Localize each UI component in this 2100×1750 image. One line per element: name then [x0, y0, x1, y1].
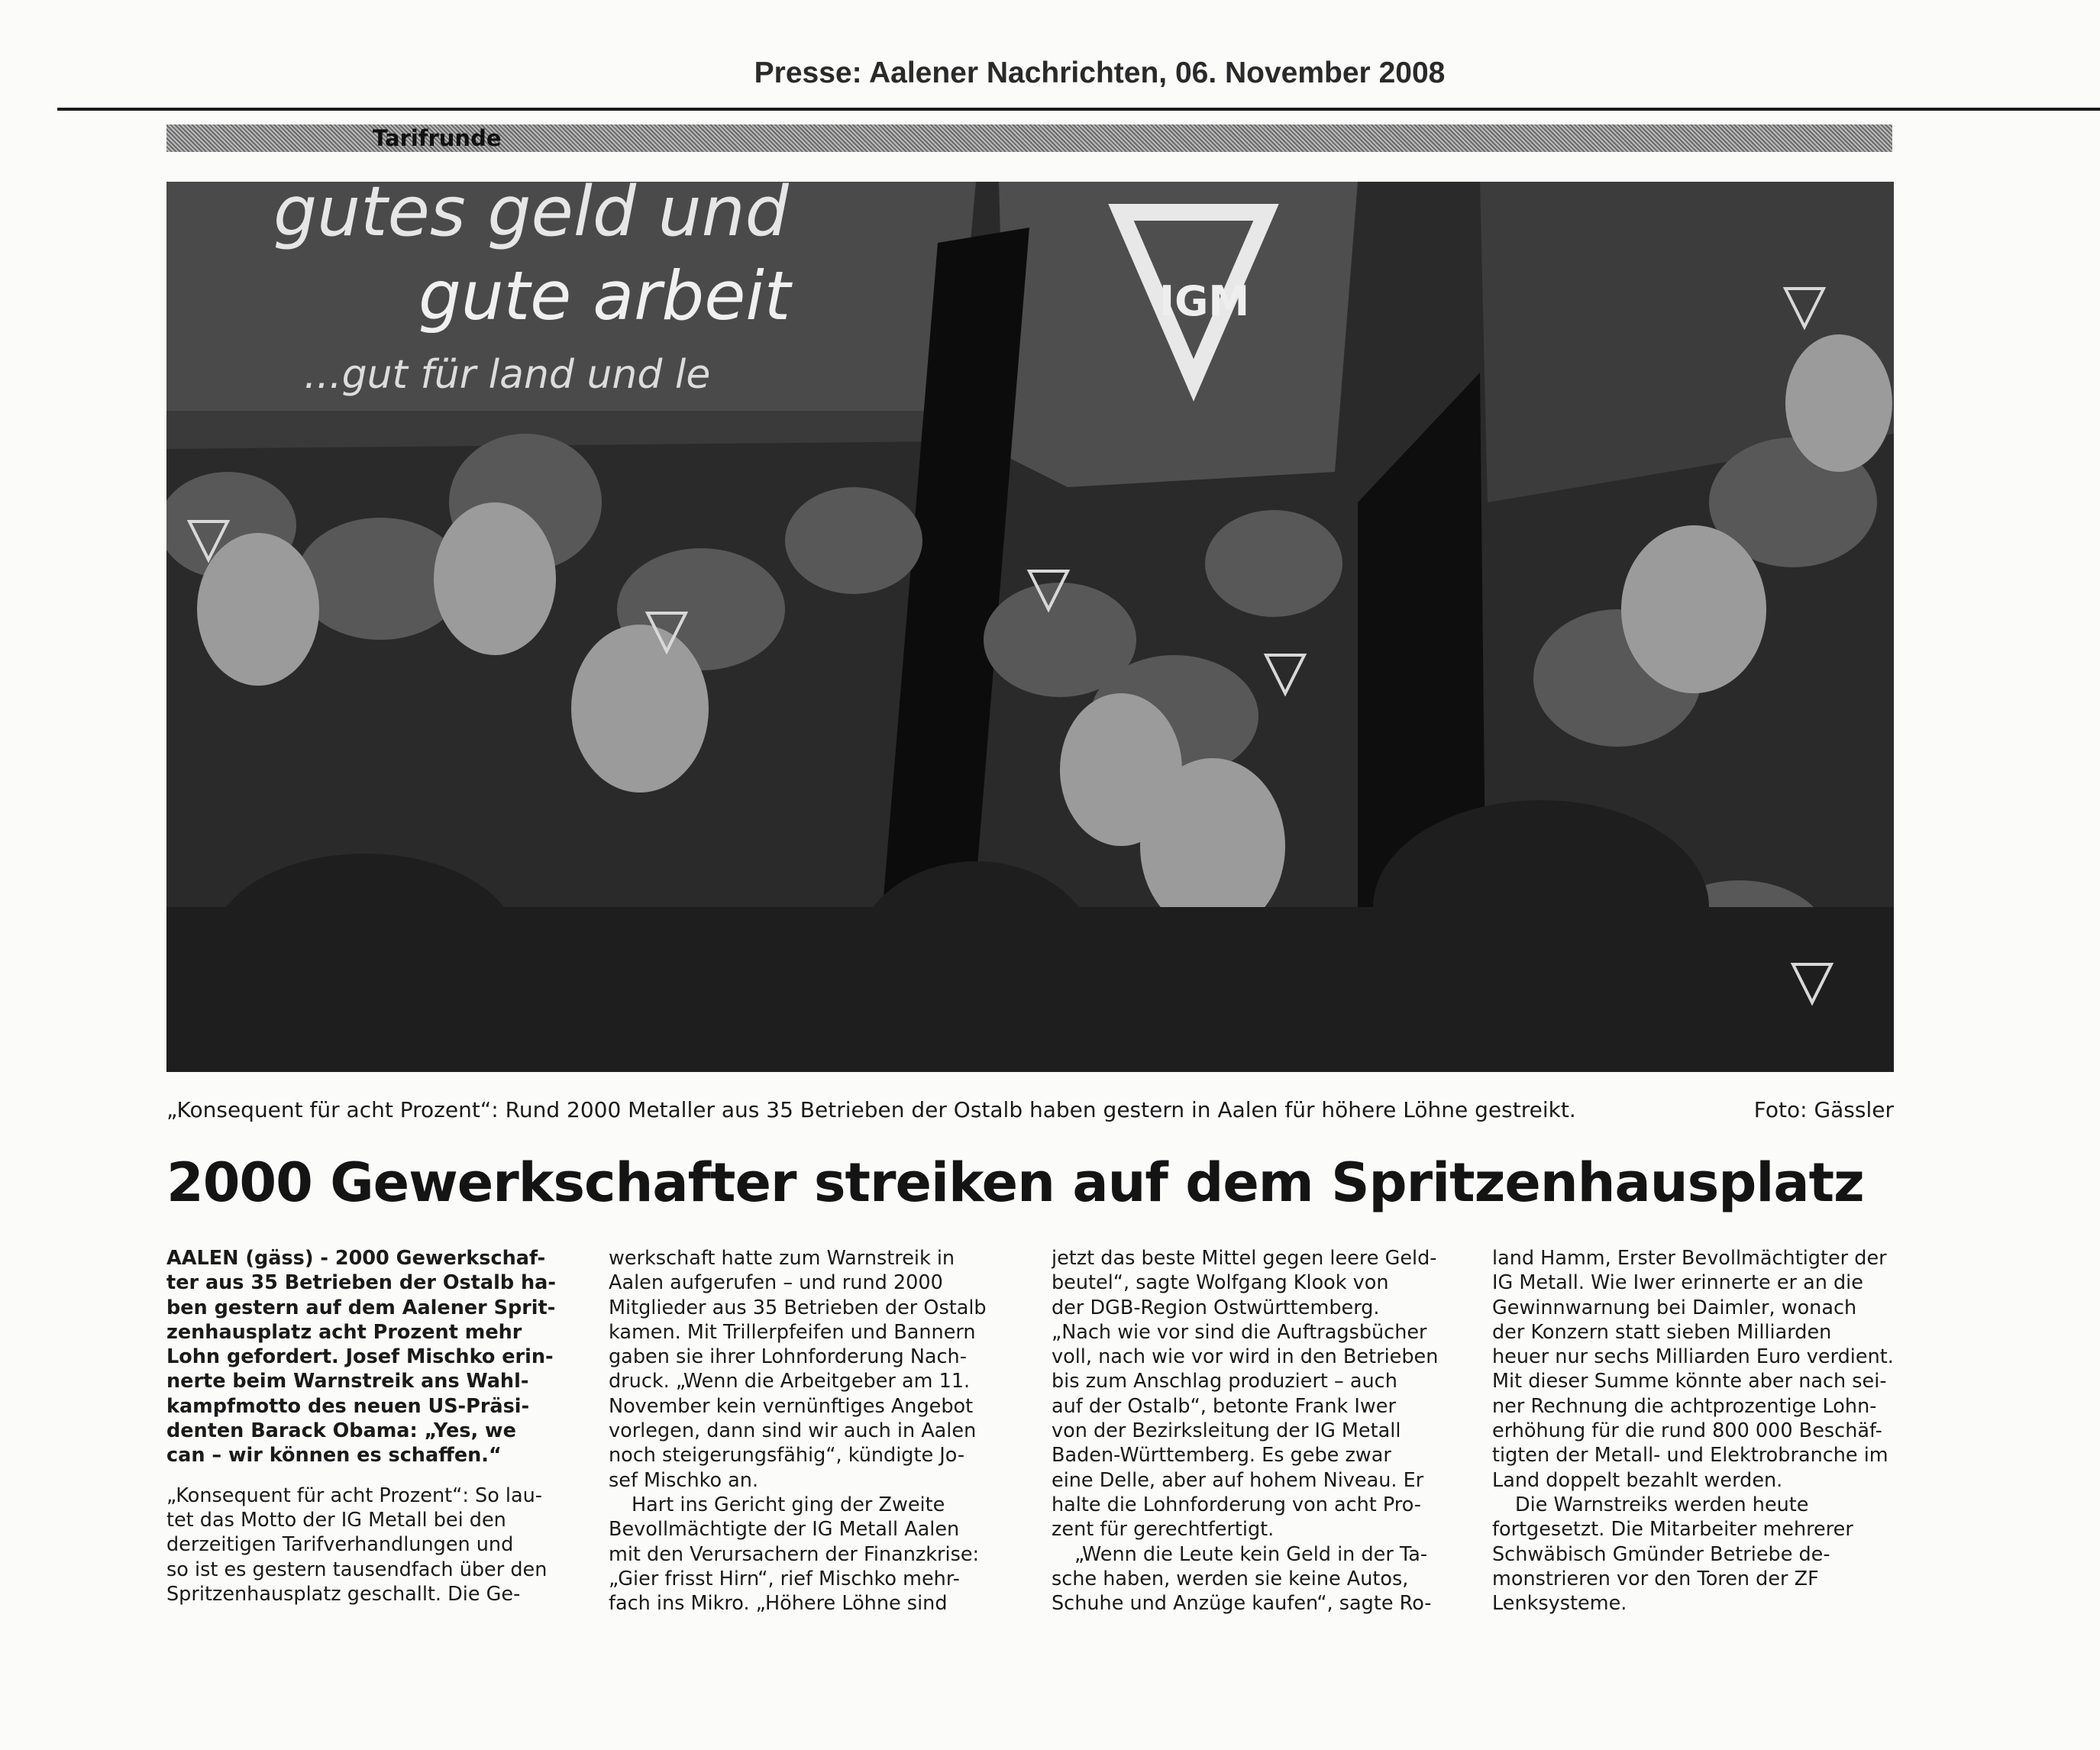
article-column-1: [166, 1246, 577, 1606]
body-line: „Konsequent für acht Prozent“: So lau-: [166, 1484, 542, 1507]
lead-line: Lohn gefordert. Josef Mischko erin-: [166, 1345, 554, 1369]
body-line: Land doppelt bezahlt werden.: [1492, 1468, 1783, 1492]
banner-text-line2: gute arbeit: [418, 257, 791, 335]
section-bar: [166, 124, 1892, 152]
article-headline: 2000 Gewerkschafter streiken auf dem Spritzenhausplatz: [166, 1151, 1864, 1214]
body-line: derzeitigen Tarifverhandlungen und: [166, 1533, 514, 1557]
body-line: kamen. Mit Trillerpfeifen und Bannern: [609, 1320, 976, 1344]
body-paragraph-cont: [609, 1517, 1019, 1616]
body-line: Mit dieser Summe könnte aber nach sei-: [1492, 1370, 1887, 1393]
photo-caption: [166, 1097, 1894, 1128]
body-line: Lenksysteme.: [1492, 1592, 1627, 1616]
body-line: der DGB-Region Ostwürttemberg.: [1052, 1296, 1380, 1319]
lead-line: AALEN (gäss) - 2000 Gewerkschaf-: [166, 1247, 546, 1270]
body-line: Gewinnwarnung bei Daimler, wonach: [1492, 1296, 1857, 1319]
body-line: fortgesetzt. Die Mitarbeiter mehrerer: [1492, 1518, 1853, 1542]
article-column-2: [609, 1246, 1019, 1616]
body-line: noch steigerungsfähig“, kündigte Jo-: [609, 1444, 965, 1467]
body-line: Hart ins Gericht ging der Zweite: [632, 1493, 945, 1516]
news-photo: [166, 182, 1894, 1072]
body-line: voll, nach wie vor wird in den Betrieben: [1052, 1345, 1439, 1369]
body-line: Schwäbisch Gmünder Betriebe de-: [1492, 1542, 1830, 1566]
lead-line: ben gestern auf dem Aalener Sprit-: [166, 1296, 556, 1319]
body-line: „Wenn die Leute kein Geld in der Ta-: [1074, 1542, 1428, 1566]
body-paragraph: [166, 1484, 577, 1606]
body-line: Aalen aufgerufen – und rund 2000: [609, 1271, 943, 1295]
body-line: erhöhung für die rund 800 000 Beschäf-: [1492, 1419, 1882, 1443]
body-paragraph: [609, 1493, 1019, 1517]
photo-credit: Foto: Gässler: [1753, 1097, 1894, 1122]
body-paragraph: [1492, 1493, 1903, 1517]
lead-line: kampfmotto des neuen US-Präsi-: [166, 1394, 530, 1418]
body-paragraph-cont: [1052, 1567, 1462, 1616]
body-paragraph: [1052, 1246, 1462, 1542]
body-line: IG Metall. Wie Iwer erinnerte er an die: [1492, 1271, 1863, 1295]
body-line: tet das Motto der IG Metall bei den: [166, 1508, 506, 1532]
lead-line: zenhausplatz acht Prozent mehr: [166, 1320, 522, 1344]
body-line: bis zum Anschlag produziert – auch: [1052, 1370, 1397, 1393]
protest-crowd-photo: [166, 182, 1894, 1072]
body-line: sche haben, werden sie keine Autos,: [1052, 1567, 1409, 1590]
body-paragraph: [609, 1246, 1019, 1493]
body-line: Baden-Württemberg. Es gebe zwar: [1052, 1444, 1391, 1467]
body-line: der Konzern statt sieben Milliarden: [1492, 1320, 1832, 1344]
body-line: eine Delle, aber auf hohem Niveau. Er: [1052, 1468, 1424, 1492]
body-line: Mitglieder aus 35 Betrieben der Ostalb: [609, 1296, 987, 1319]
body-line: „Gier frisst Hirn“, rief Mischko mehr-: [609, 1567, 960, 1590]
flag-logo-text: IGM: [1159, 277, 1250, 325]
body-line: auf der Ostalb“, betonte Frank Iwer: [1052, 1394, 1396, 1418]
body-line: Die Warnstreiks werden heute: [1515, 1493, 1809, 1516]
body-line: mit den Verursachern der Finanzkrise:: [609, 1542, 980, 1566]
body-line: Spritzenhausplatz geschallt. Die Ge-: [166, 1582, 521, 1606]
lead-paragraph: [166, 1246, 577, 1468]
body-line: druck. „Wenn die Arbeitgeber am 11.: [609, 1370, 971, 1393]
lead-line: ter aus 35 Betrieben der Ostalb ha-: [166, 1271, 556, 1295]
article-column-4: [1492, 1246, 1903, 1616]
body-paragraph-cont: [1492, 1517, 1903, 1616]
body-line: Bevollmächtigte der IG Metall Aalen: [609, 1518, 960, 1542]
body-line: monstrieren vor den Toren der ZF: [1492, 1567, 1819, 1590]
header-rule: [57, 108, 2100, 111]
body-line: „Nach wie vor sind die Auftragsbücher: [1052, 1320, 1427, 1344]
body-line: zent für gerechtfertigt.: [1052, 1518, 1275, 1542]
body-paragraph: [1052, 1542, 1462, 1567]
banner-text-line3: ...gut für land und le: [304, 352, 711, 398]
article-column-3: [1052, 1246, 1462, 1616]
body-line: beutel“, sagte Wolfgang Klook von: [1052, 1271, 1389, 1295]
body-line: fach ins Mikro. „Höhere Löhne sind: [609, 1592, 948, 1616]
body-line: werkschaft hatte zum Warnstreik in: [609, 1247, 955, 1270]
body-line: gaben sie ihrer Lohnforderung Nach-: [609, 1345, 967, 1369]
body-paragraph: [1492, 1246, 1903, 1493]
body-line: vorlegen, dann sind wir auch in Aalen: [609, 1419, 977, 1443]
body-line: heuer nur sechs Milliarden Euro verdient.: [1492, 1345, 1894, 1369]
body-line: tigten der Metall- und Elektrobranche im: [1492, 1444, 1888, 1467]
section-label: Tarifrunde: [373, 125, 502, 151]
body-line: halte die Lohnforderung von acht Pro-: [1052, 1493, 1422, 1516]
lead-line: denten Barack Obama: „Yes, we: [166, 1419, 516, 1443]
body-line: Schuhe und Anzüge kaufen“, sagte Ro-: [1052, 1592, 1432, 1616]
body-line: November kein vernünftiges Angebot: [609, 1394, 974, 1418]
page-header-title: Presse: Aalener Nachrichten, 06. November 2008: [754, 57, 1446, 89]
body-line: jetzt das beste Mittel gegen leere Geld-: [1052, 1247, 1437, 1270]
body-line: sef Mischko an.: [609, 1468, 759, 1492]
body-line: von der Bezirksleitung der IG Metall: [1052, 1419, 1401, 1443]
lead-line: nerte beim Warnstreik ans Wahl-: [166, 1370, 529, 1393]
caption-text: „Konsequent für acht Prozent“: Rund 2000 Metaller aus 35 Betrieben der Ostalb haben gestern in Aalen für höhere Löhne gestreikt.: [166, 1097, 1576, 1122]
lead-line: can – wir können es schaffen.“: [166, 1444, 502, 1467]
banner-text-line1: gutes geld und: [273, 182, 789, 252]
body-line: ner Rechnung die achtprozentige Lohn-: [1492, 1394, 1877, 1418]
body-line: land Hamm, Erster Bevollmächtigter der: [1492, 1247, 1887, 1270]
body-line: so ist es gestern tausendfach über den: [166, 1558, 548, 1581]
